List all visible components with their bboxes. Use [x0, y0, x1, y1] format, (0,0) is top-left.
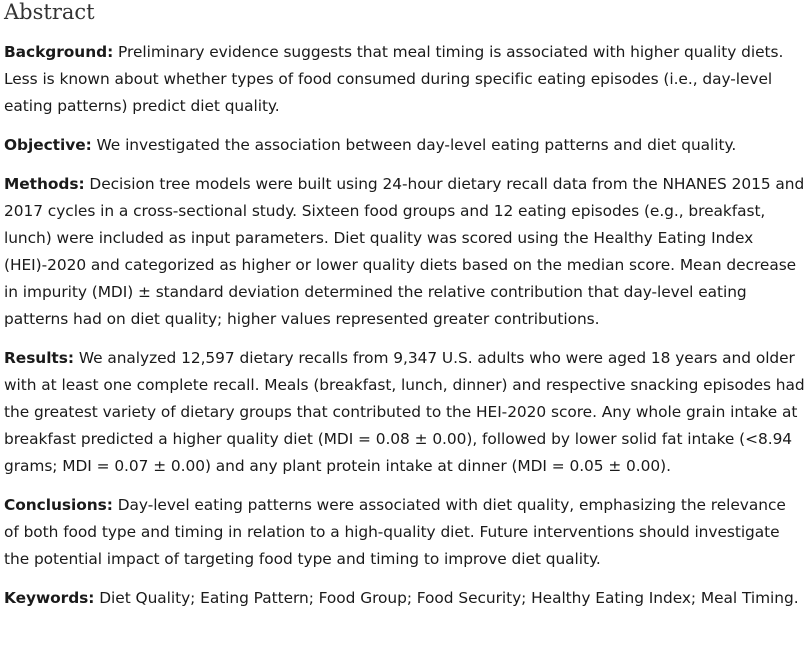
background-paragraph [4, 39, 805, 120]
section-title: Abstract [4, 0, 95, 24]
objective-text: We investigated the association between day-level eating patterns and diet quality. [96, 136, 737, 154]
keywords-label: Keywords: [4, 589, 95, 607]
keywords-paragraph [4, 585, 805, 612]
conclusions-text: Day-level eating patterns were associated with diet quality, emphasizing the relevance of both food type and timing in relation to a high-quality diet. Future interventions should investigate the potential impact of targeting food type and timing to improve diet quality. [4, 496, 786, 568]
results-label: Results: [4, 349, 74, 367]
conclusions-paragraph [4, 492, 805, 573]
keywords-text: Diet Quality; Eating Pattern; Food Group; Food Security; Healthy Eating Index; Meal Timing. [99, 589, 799, 607]
methods-text: Decision tree models were built using 24-hour dietary recall data from the NHANES 2015 and 2017 cycles in a cross-sectional study. Sixteen food groups and 12 eating episodes (e.g., breakfast, lunch) were included as input parameters. Diet quality was scored using the Healthy Eating Index (HEI)-2020 and categorized as higher or lower quality diets based on the median score. Mean decrease in impurity (MDI) ± standard deviation determined the relative contribution that day-level eating patterns had on diet quality; higher values represented greater contributions. [4, 175, 805, 328]
conclusions-label: Conclusions: [4, 496, 113, 514]
objective-paragraph [4, 132, 805, 159]
abstract-page [4, 0, 805, 624]
methods-label: Methods: [4, 175, 85, 193]
background-label: Background: [4, 43, 114, 61]
methods-paragraph [4, 171, 805, 333]
results-paragraph [4, 345, 805, 480]
objective-label: Objective: [4, 136, 92, 154]
background-text: Preliminary evidence suggests that meal timing is associated with higher quality diets. Less is known about whether types of food consumed during specific eating episodes (i.e., day-level eating patterns) predict diet quality. [4, 43, 784, 115]
results-text: We analyzed 12,597 dietary recalls from 9,347 U.S. adults who were aged 18 years and older with at least one complete recall. Meals (breakfast, lunch, dinner) and respective snacking episodes had the greatest variety of dietary groups that contributed to the HEI-2020 score. Any whole grain intake at breakfast predicted a higher quality diet (MDI = 0.08 ± 0.00), followed by lower solid fat intake (<8.94 grams; MDI = 0.07 ± 0.00) and any plant protein intake at dinner (MDI = 0.05 ± 0.00). [4, 349, 805, 475]
